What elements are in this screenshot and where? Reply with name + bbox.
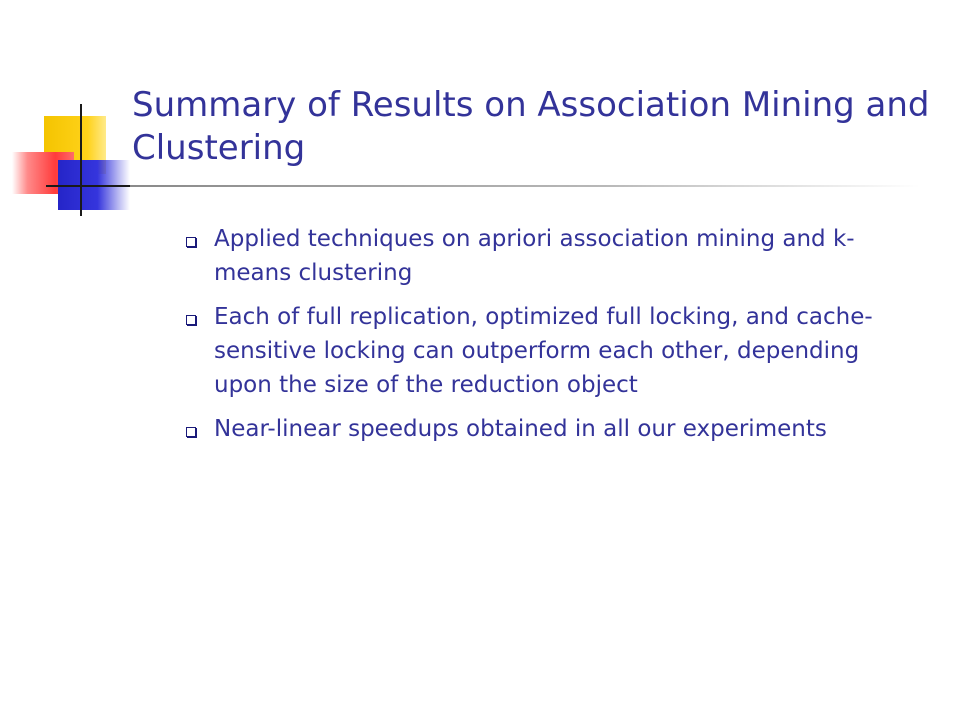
- bullet-text: Applied techniques on apriori association mining and k-means clustering: [214, 226, 855, 286]
- decorative-logo-squares: [0, 0, 140, 240]
- hollow-square-icon: [186, 427, 196, 437]
- bullet-item: [186, 300, 906, 402]
- horizontal-rule-decoration: [46, 185, 138, 187]
- bullet-text: Near-linear speedups obtained in all our experiments: [214, 416, 827, 442]
- hollow-square-icon: [186, 237, 196, 247]
- hollow-square-icon: [186, 315, 196, 325]
- slide-title: Summary of Results on Association Mining and Clustering: [132, 85, 930, 168]
- title-underline: [130, 185, 920, 187]
- bullet-text: Each of full replication, optimized full locking, and cache-sensitive locking can outperform each other, depending upon the size of the reduction object: [214, 304, 873, 398]
- bullet-item: [186, 222, 906, 290]
- bullet-list: [186, 222, 906, 456]
- vertical-rule-decoration: [80, 104, 82, 216]
- bullet-item: [186, 412, 906, 446]
